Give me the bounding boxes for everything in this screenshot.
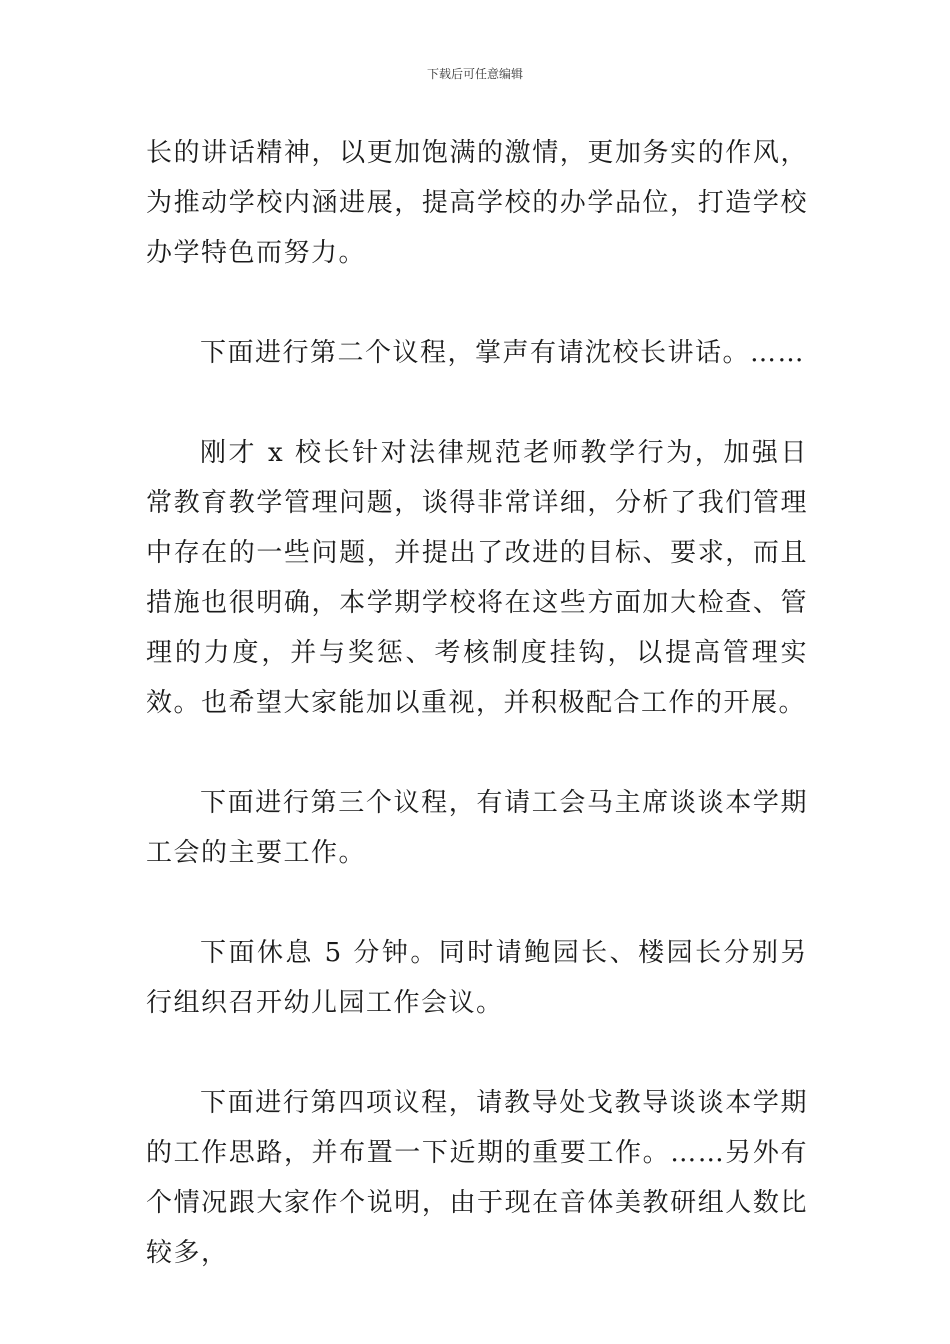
paragraph-agenda-two: 下面进行第二个议程，掌声有请沈校长讲话。…… (200, 338, 806, 368)
paragraph-agenda-three: 下面进行第三个议程，有请工会马主席谈谈本学期工会的主要工作。 (146, 788, 808, 868)
paragraph-continuation: 长的讲话精神，以更加饱满的激情，更加务实的作风，为推动学校内涵进展，提高学校的办学品位，打造学校办学特色而努力。 (146, 138, 808, 268)
document-body (146, 128, 808, 1278)
paragraph-agenda-four: 下面进行第四项议程，请教导处戈教导谈谈本学期的工作思路，并布置一下近期的重要工作。……另外有个情况跟大家作个说明，由于现在音体美教研组人数比较多， (146, 1088, 808, 1268)
header-note: 下载后可任意编辑 (426, 67, 523, 81)
paragraph-principal-remarks: 刚才 x 校长针对法律规范老师教学行为，加强日常教育教学管理问题，谈得非常详细，分析了我们管理中存在的一些问题，并提出了改进的目标、要求，而且措施也很明确，本学期学校将在这些方面加大检查、管理的力度，并与奖惩、考核制度挂钩，以提高管理实效。也希望大家能加以重视，并积极配合工作的开展。 (146, 438, 808, 718)
paragraph-break: 下面休息 5 分钟。同时请鲍园长、楼园长分别另行组织召开幼儿园工作会议。 (146, 938, 808, 1018)
